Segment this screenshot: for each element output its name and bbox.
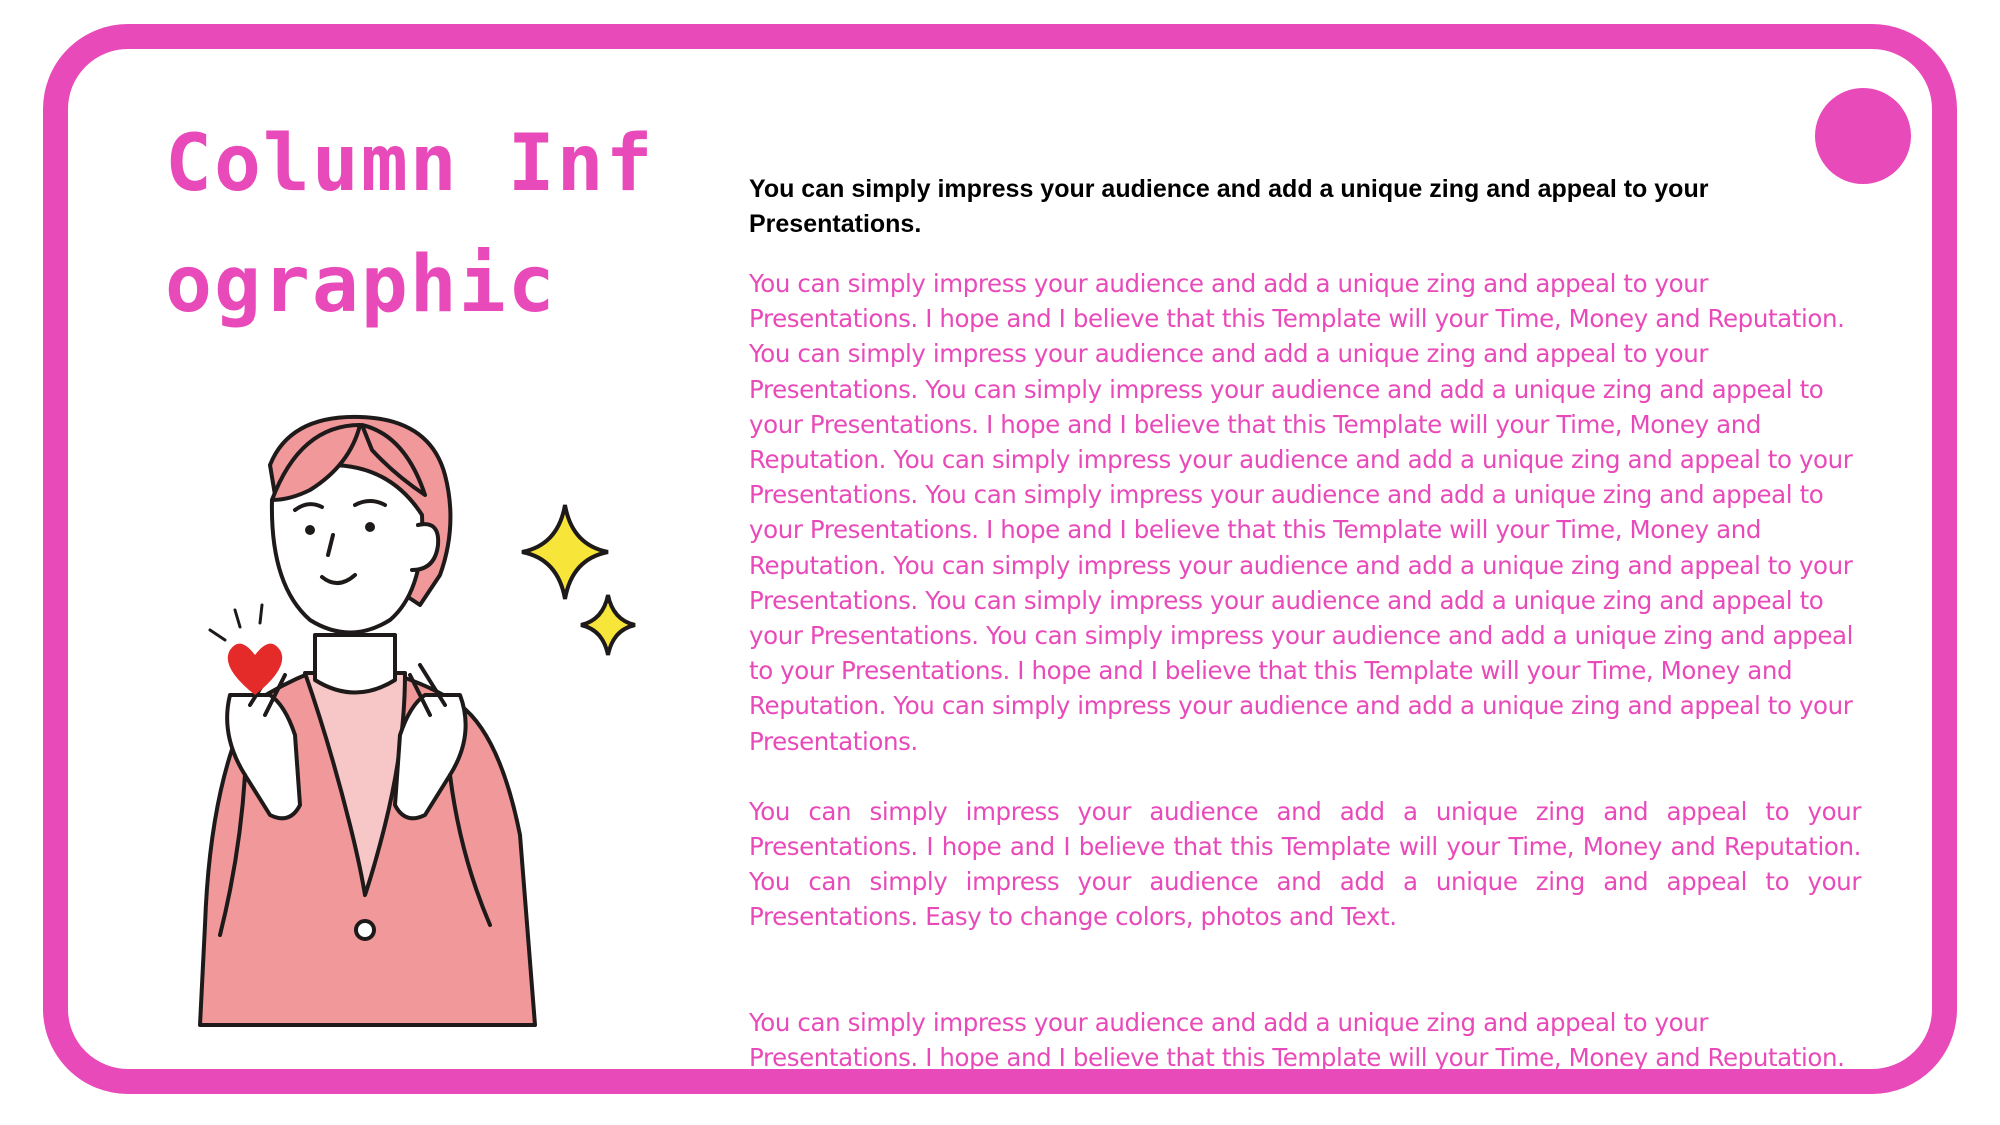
character-illustration [190,405,660,1035]
sparkle-icon [522,505,608,599]
heart-icon [228,644,282,695]
paragraph-1: You can simply impress your audience and add a unique zing and appeal to your Presentations. I hope and I believe that this Template will your Time, Money and Reputation. You can simply impress your audience and add a unique zing and appeal to your Presentations. You can simply impress your audience and add a unique zing and appeal to your Presentations. I hope and I believe that this Template will your Time, Money and Reputation. You can simply impress your audience and add a unique zing and appeal to your Presentations. You can simply impress your audience and add a unique zing and appeal to your Presentations. I hope and I believe that this Template will your Time, Money and Reputation. You can simply impress your audience and add a unique zing and appeal to your Presentations. You can simply impress your audience and add a unique zing and appeal to your Presentations. You can simply impress your audience and add a unique zing and appeal to your Presentations. I hope and I believe that this Template will your Time, Money and Reputation. You can simply impress your audience and add a unique zing and appeal to your Presentations. [749,269,1854,756]
slide-title: Column Infographic [165,119,655,330]
sparkle-icon [581,595,635,655]
content-heading: You can simply impress your audience and add a unique zing and appeal to your Presentations. [749,175,1709,238]
paragraph-3: You can simply impress your audience and add a unique zing and appeal to your Presentations. I hope and I believe that this Template will your Time, Money and Reputation. [749,1007,1845,1072]
content-column [749,172,1861,1075]
paragraph-2: You can simply impress your audience and add a unique zing and appeal to your Presentations. I hope and I believe that this Template will your Time, Money and Reputation. You can simply impress your audience and add a unique zing and appeal to your Presentations. Easy to change colors, photos and Text. [749,796,1861,932]
decorative-circle [1815,88,1911,184]
